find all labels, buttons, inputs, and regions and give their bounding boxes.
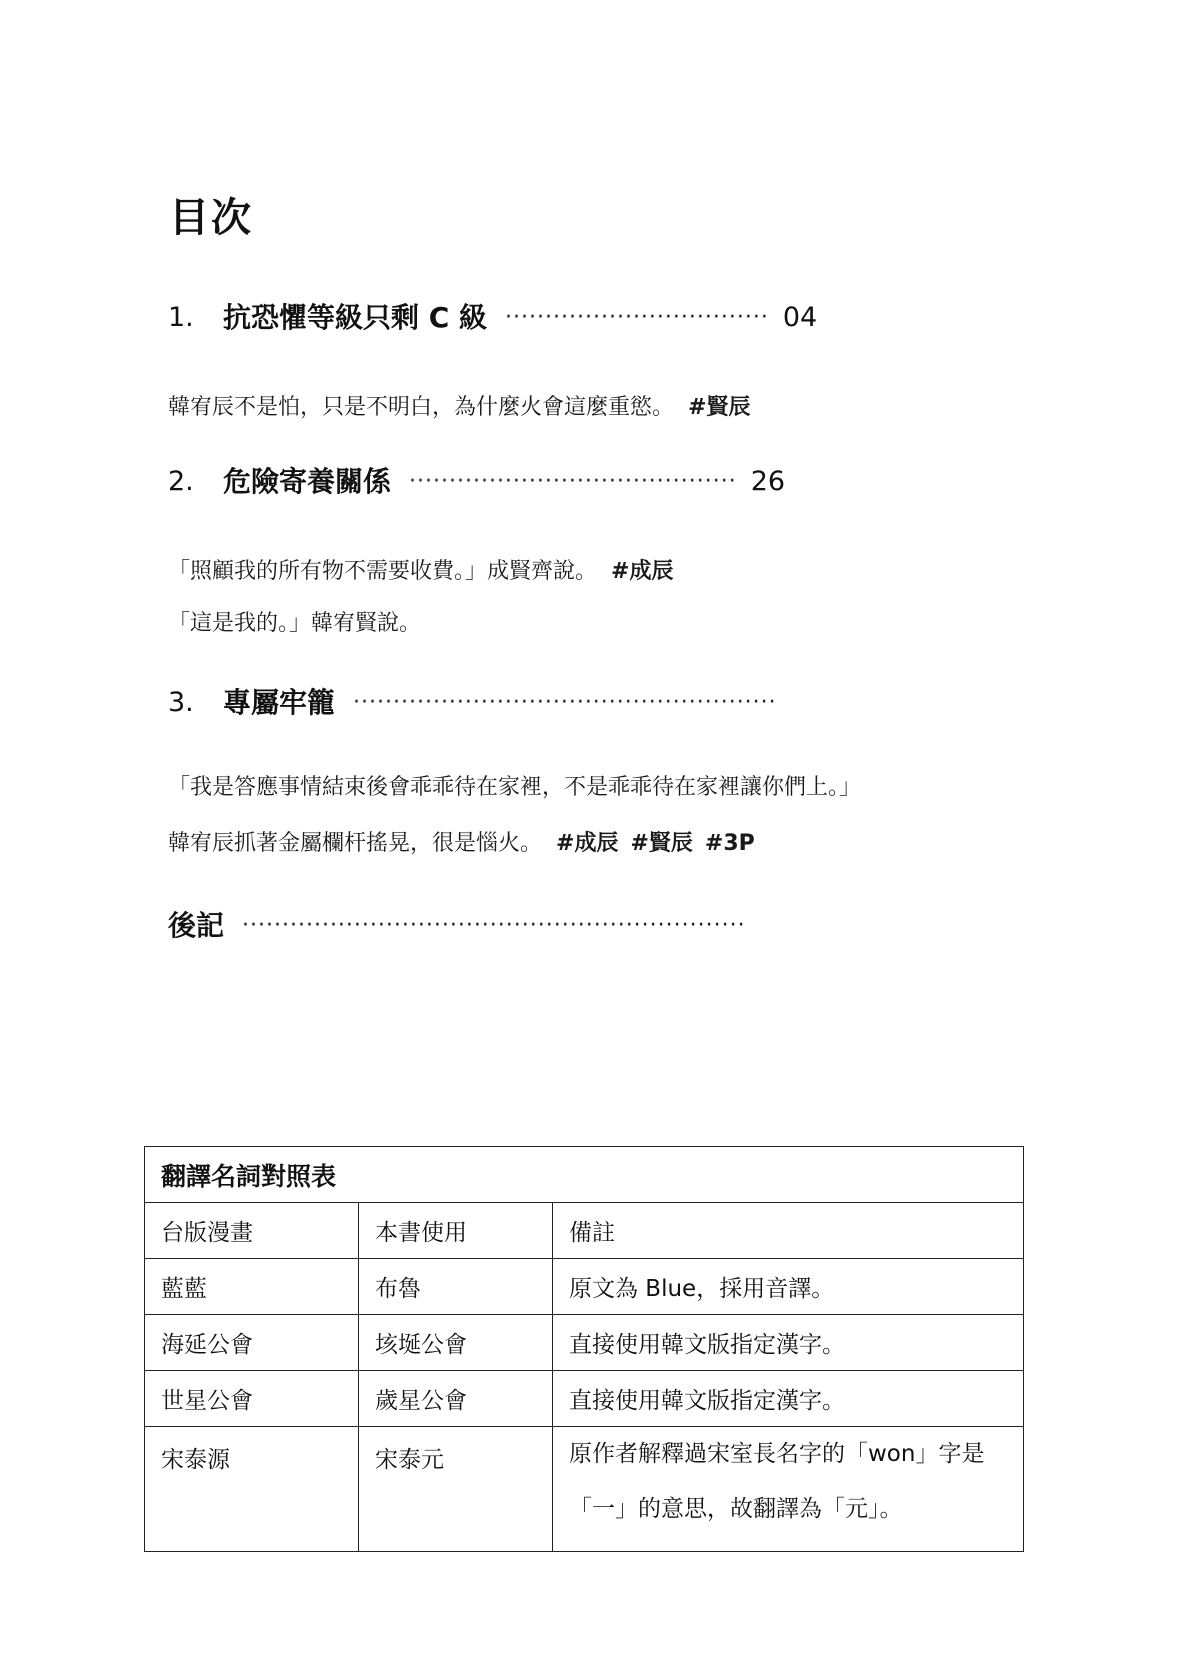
table-row [145, 1427, 1024, 1552]
tag: #3P [704, 831, 755, 856]
summary-text: 「照顧我的所有物不需要收費。」成賢齊說。 [168, 559, 598, 584]
toc-number: 2. [168, 466, 194, 497]
column-header: 備註 [553, 1203, 1024, 1259]
table-row [145, 1371, 1024, 1427]
toc-leader-dots: ································· [505, 305, 769, 330]
table-cell: 原文為 Blue，採用音譯。 [553, 1259, 1024, 1315]
toc-entry-3[interactable] [168, 683, 777, 723]
tag: #賢辰 [688, 395, 751, 420]
table-header-row [145, 1203, 1024, 1259]
table-cell: 宋泰元 [359, 1427, 553, 1552]
table-cell: 海延公會 [145, 1315, 359, 1371]
tag: #成辰 [556, 831, 619, 856]
table-cell: 直接使用韓文版指定漢字。 [553, 1315, 1024, 1371]
toc-summary-line [168, 392, 750, 424]
table-cell: 直接使用韓文版指定漢字。 [553, 1371, 1024, 1427]
table-caption-row [145, 1147, 1024, 1203]
toc-page-number: 04 [782, 302, 818, 333]
summary-text: 「這是我的。」韓宥賢說。 [168, 611, 422, 636]
tag: #成辰 [611, 559, 674, 584]
toc-entry-1[interactable] [168, 298, 817, 338]
table-cell: 垓埏公會 [359, 1315, 553, 1371]
toc-entry-afterword[interactable] [168, 906, 746, 946]
toc-page-number: 26 [750, 466, 786, 497]
toc-leader-dots: ······························································· [242, 913, 746, 938]
table-cell: 原作者解釋過宋室長名字的「won」字是「一」的意思，故翻譯為「元」。 [553, 1427, 1024, 1552]
toc-summary-line [168, 556, 673, 588]
table-caption: 翻譯名詞對照表 [145, 1147, 1024, 1203]
table-cell: 藍藍 [145, 1259, 359, 1315]
table-row [145, 1259, 1024, 1315]
table-cell: 世星公會 [145, 1371, 359, 1427]
toc-title: 抗恐懼等級只剩 C 級 [223, 301, 488, 334]
toc-summary-line [168, 828, 755, 860]
summary-text: 「我是答應事情結束後會乖乖待在家裡，不是乖乖待在家裡讓你們上。」 [168, 775, 862, 800]
toc-number: 1. [168, 302, 194, 333]
column-header: 本書使用 [359, 1203, 553, 1259]
table-cell: 歲星公會 [359, 1371, 553, 1427]
toc-title: 專屬牢籠 [223, 686, 336, 719]
toc-summary-line [168, 608, 421, 640]
glossary-table [144, 1146, 1024, 1552]
toc-title: 危險寄養關係 [223, 465, 392, 498]
table-cell: 宋泰源 [145, 1427, 359, 1552]
toc-number: 3. [168, 687, 194, 718]
toc-leader-dots: ········································· [409, 469, 737, 494]
toc-summary-line [168, 772, 861, 804]
toc-title: 後記 [168, 909, 225, 942]
toc-leader-dots: ····················································· [353, 690, 777, 715]
table-row [145, 1315, 1024, 1371]
tag: #賢辰 [630, 831, 693, 856]
table-cell: 布魯 [359, 1259, 553, 1315]
page-title: 目次 [169, 195, 253, 241]
summary-text: 韓宥辰抓著金屬欄杆搖晃，很是惱火。 [168, 831, 543, 856]
summary-text: 韓宥辰不是怕，只是不明白，為什麼火會這麼重慾。 [168, 395, 675, 420]
column-header: 台版漫畫 [145, 1203, 359, 1259]
toc-entry-2[interactable] [168, 462, 785, 502]
